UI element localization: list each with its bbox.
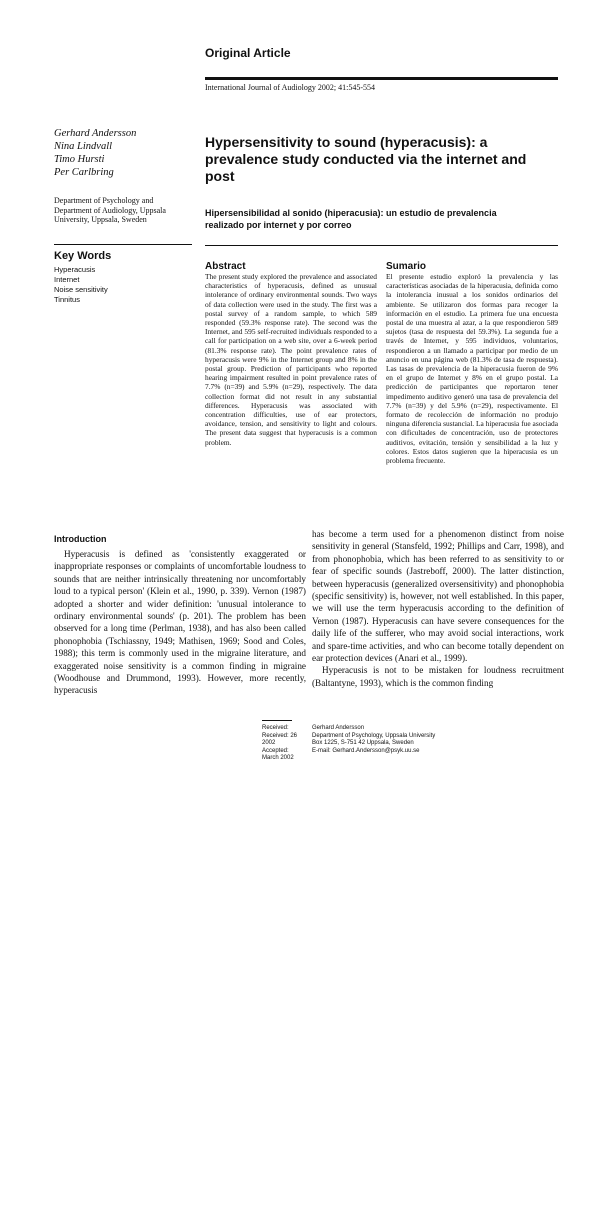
sumario-heading: Sumario [386, 261, 427, 272]
author: Gerhard Andersson [54, 128, 137, 139]
abstract-heading: Abstract [205, 261, 246, 272]
paragraph: has become a term used for a phenomenon distinct from noise sensitivity in general (Stansfeld, 1992; Phillips and Carr, 1998), and from phonophobia, which has been referred to as sensitivity to or fear of specific sounds (Jastreboff, 2000). The latter distinction, between hyperacusis (generalized oversensitivity) and phonophobia (specific sensitivity) is, however, not well established. In this paper, we will use the term hyperacusis according to the definition of Vernon (1987). Hyperacusis can have severe consequences for the daily life of the sufferer, who may avoid social interactions, work and spare-time activities, and who can become totally dependent on ear protection devices (Anari et al., 1999). [312, 529, 564, 664]
header-rule [205, 77, 558, 80]
keyword: Noise sensitivity [54, 285, 108, 294]
sumario-text: El presente estudio exploró la prevalencia y las características asociadas de la hiperacusia, definida como la intolerancia inusual a los sonidos ordinarios del ambiente. Se utilizaron dos formas para recoger la información en el estudio. La primera fue una encuesta postal de una muestra al azar, a la que respondieron 589 sujetos (tasa de respuesta del 59.3%). La segunda fue a través de Internet, y 595 individuos, voluntarios, respondieron a un llamado a participar por medio de un anuncio en una página web (81.3% de tasa de respuesta). Las tasas de prevalencia de la hiperacusia fueron de 9% en el grupo de Internet y 8% en el grupo postal. La predicción de participantes que reportaron tener impedimento auditivo generó una tasa de prevalencia del 7.7% (n=39) y del 5.9% (n=29), respectivamente. El formato de recolección de información no produjo ninguna diferencia sustancial. La hiperacusia fue asociada con dificultades de concentración, uso de protectores auditivos, evitación, tensión y sensibilidad a la luz y colores. Estos datos sugieren que la hiperacusia es un problema frecuente. [386, 272, 558, 466]
introduction-column-2 [312, 528, 564, 689]
keywords-list [54, 265, 189, 305]
keywords-heading: Key Words [54, 250, 112, 262]
article-title: Hypersensitivity to sound (hyperacusis): a prevalence study conducted via the internet and post [205, 134, 527, 184]
received-date: Received: 26 2002 [262, 732, 298, 747]
author: Per Carlbring [54, 167, 114, 178]
introduction-column-1 [54, 548, 306, 697]
correspondence-email: E-mail: Gerhard.Andersson@psyk.uu.se [312, 747, 420, 754]
accepted-date: March 2002 [262, 755, 294, 762]
keywords-rule [54, 244, 192, 245]
paragraph: Hyperacusis is defined as 'consistently exaggerated or inappropriate responses or complaints of uncomfortable loudness to sounds that are neither intrinsically threatening nor uncomfortably loud to a typical person' (Klein et al., 1990, p. 339). Vernon (1987) adopted a shorter and wider definition: 'unusual intolerance to ordinary environmental sounds' (p. 201). The problem has been observed for a long time (Perlman, 1938), and has also been called phonophobia (Tschiassny, 1949; Mathisen, 1969; Sood and Coles, 1988); this term is commonly used in the migraine literature, and exaggerated noise sensitivity is a common finding in migraine (Woodhouse and Drummond, 1993). However, more recently, hyperacusis [54, 549, 306, 696]
correspondence-box: Box 1225, S-751 42 Uppsala, Sweden [312, 740, 414, 747]
accepted-label: Accepted: [262, 747, 289, 754]
received-dates [262, 725, 308, 763]
keyword: Tinnitus [54, 295, 80, 304]
abstract-text: The present study explored the prevalence and associated characteristics of hyperacusis, defined as unusual intolerance of ordinary environmental sounds. Two ways of data collection were used in the study. The first was a postal survey of a random sample, to which 589 responded (59.3% response rate). The second was the Internet, and 595 self-recruited individuals responded to a call for participation on a web site, over a 6-week period (81.3% response rate). The point prevalence rates of hyperacusis were 9% in the Internet group and 8% in the postal group. Prediction of participants who reported hearing impairment resulted in point prevalence rates of 7.7% (n=39) and 5.9% (n=29), respectively. The data collection format did not result in any substantial differences. Hyperacusis was associated with concentration difficulties, use of ear protectors, avoidance, tension, and sensitivity to light and colours. The present data suggest that hyperacusis is a common problem. [205, 272, 377, 447]
received-label: Received: [262, 725, 289, 731]
author-list [54, 127, 189, 179]
correspondence-rule [262, 720, 292, 721]
article-subtitle-spanish: Hipersensibilidad al sonido (hiperacusia): un estudio de prevalencia realizado por internet y por correo [205, 208, 497, 230]
paragraph: Hyperacusis is not to be mistaken for loudness recruitment (Baltantyne, 1993), which is the common finding [312, 665, 564, 688]
author: Nina Lindvall [54, 141, 113, 152]
correspondence-address [312, 725, 462, 755]
section-label: Original Article [205, 46, 291, 60]
keyword: Internet [54, 275, 80, 284]
introduction-heading: Introduction [54, 534, 107, 544]
author: Timo Hursti [54, 154, 105, 165]
correspondence-name: Gerhard Andersson [312, 725, 365, 731]
journal-citation: International Journal of Audiology 2002; 41:545-554 [205, 83, 375, 92]
affiliation: Department of Psychology and Department of Audiology, Uppsala University, Uppsala, Sweden [54, 196, 166, 225]
correspondence-dept: Department of Psychology, Uppsala University [312, 732, 436, 739]
abstract-rule [205, 245, 558, 246]
keyword: Hyperacusis [54, 265, 96, 274]
